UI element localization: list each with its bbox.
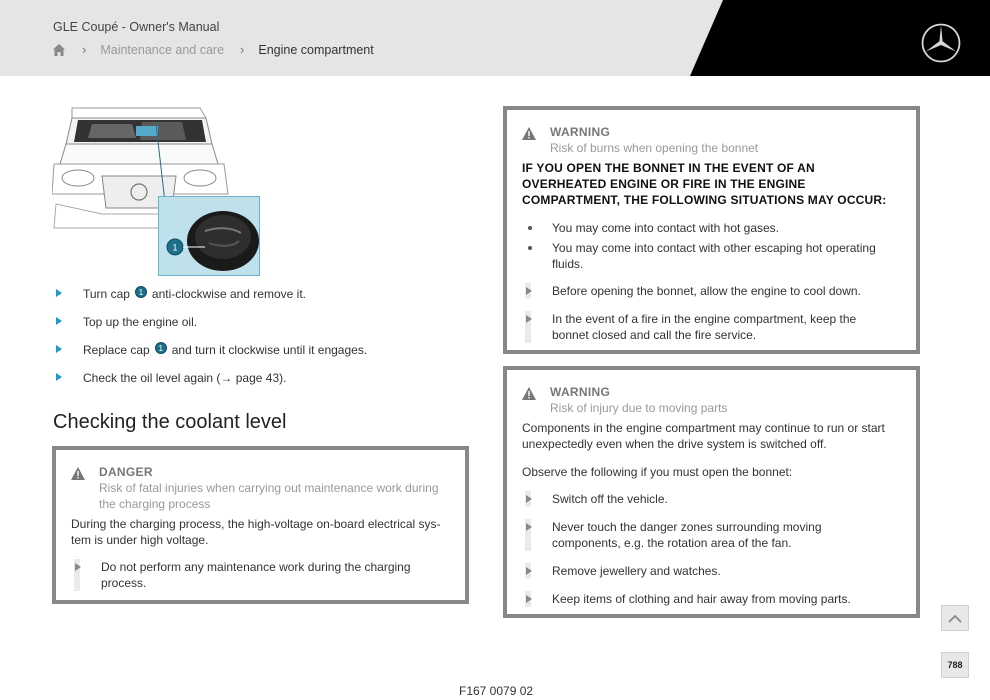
chevron-up-icon [948,614,962,623]
step-text: anti-clockwise and remove it. [151,287,306,301]
action-text: Keep items of clothing and hair away from moving parts. [552,592,851,606]
section-title: Checking the coolant level [53,411,287,433]
warning-triangle-icon [522,127,536,140]
document-title: GLE Coupé - Owner's Manual [53,20,220,34]
action-text: Never touch the danger zones surrounding moving components, e.g. the rotation area of the fan. [552,520,822,550]
list-item [522,220,902,236]
warning-box-burns [503,106,920,354]
list-item [522,240,902,272]
figure-code: F167 0079 02 [459,684,534,698]
box-risk: Risk of burns when opening the bonnet [550,141,759,155]
warning-triangle-icon [71,467,85,480]
danger-box [52,446,469,604]
action-arrow-icon [526,595,532,603]
warning-triangle-icon [522,387,536,400]
box-kind: WARNING [550,385,611,399]
step-text: Top up the engine oil. [83,315,198,329]
bullet-dot-icon [528,246,532,250]
chevron-right-icon: › [240,42,245,57]
bullet-text: You may come into contact with hot gases. [552,221,780,235]
step-arrow-icon [56,317,62,325]
step-text[interactable]: Check the oil level again (→ page 43). [83,371,287,385]
callout-marker: 1 [155,342,167,354]
list-item [56,342,456,370]
breadcrumb-link-maintenance[interactable]: Maintenance and care [100,42,225,57]
action-text: Switch off the vehicle. [552,492,668,506]
box-text [71,516,451,548]
chevron-right-icon: › [82,42,87,57]
box-heading [522,384,900,416]
list-item [56,370,456,398]
action-arrow-icon [526,315,532,323]
action-arrow-icon [526,495,532,503]
box-text-line: During the charging process, the high-voltage on-board electrical sys- [71,517,441,531]
action-text: Before opening the bonnet, allow the engine to cool down. [552,284,861,298]
bullet-list [522,220,900,272]
box-kind: WARNING [550,125,611,139]
list-item [522,491,902,507]
step-text: Replace cap [83,343,150,357]
list-item [522,283,902,299]
list-item [56,314,456,342]
list-item [71,559,441,591]
step-arrow-icon [56,345,62,353]
breadcrumb [52,42,374,57]
box-risk: Risk of injury due to moving parts [550,401,728,415]
action-text: Do not perform any maintenance work during the charging process. [101,560,411,590]
list-item [522,311,872,343]
list-item [522,519,867,551]
oil-cap-detail-inset [158,196,260,276]
step-text: Turn cap [83,287,130,301]
scroll-to-top-button[interactable] [941,605,969,631]
action-text: In the event of a fire in the engine compartment, keep the bonnet closed and call the fire service. [552,312,857,342]
step-text: and turn it clockwise until it engages. [171,343,368,357]
list-item [522,563,902,579]
box-heading [522,124,900,156]
action-arrow-icon [526,567,532,575]
bullet-text: You may come into contact with other escaping hot operating fluids. [552,241,876,271]
page-number-button[interactable]: 788 [941,652,969,678]
warning-box-moving-parts [503,366,920,618]
bullet-dot-icon [528,226,532,230]
home-icon[interactable] [52,43,66,57]
action-arrow-icon [526,287,532,295]
list-item [56,286,456,314]
figure-marker: 1 [172,242,178,253]
box-caps-text: IF YOU OPEN THE BONNET IN THE EVENT OF AN OVERHEATED ENGINE OR FIRE IN THE ENGINE COMPARTMENT, THE FOLLOWING SITUATIONS MAY OCCUR: [522,161,887,207]
box-text: Observe the following if you must open the bonnet: [522,465,793,479]
box-risk: Risk of fatal injuries when carrying out maintenance work during the charging process [99,481,439,511]
step-arrow-icon [56,289,62,297]
box-text: Components in the engine compartment may continue to run or start unexpectedly even when the drive system is switched off. [522,421,885,451]
oil-steps-list [56,286,456,398]
action-arrow-icon [75,563,81,571]
box-kind: DANGER [99,465,153,479]
list-item [522,591,902,607]
box-text-line: tem is under high voltage. [71,533,209,547]
oil-cap-icon [159,197,260,276]
action-text: Remove jewellery and watches. [552,564,721,578]
box-heading [71,464,449,512]
action-arrow-icon [526,523,532,531]
callout-marker: 1 [135,286,147,298]
mercedes-star-logo [920,22,962,64]
step-arrow-icon [56,373,62,381]
breadcrumb-current: Engine compartment [258,42,374,57]
